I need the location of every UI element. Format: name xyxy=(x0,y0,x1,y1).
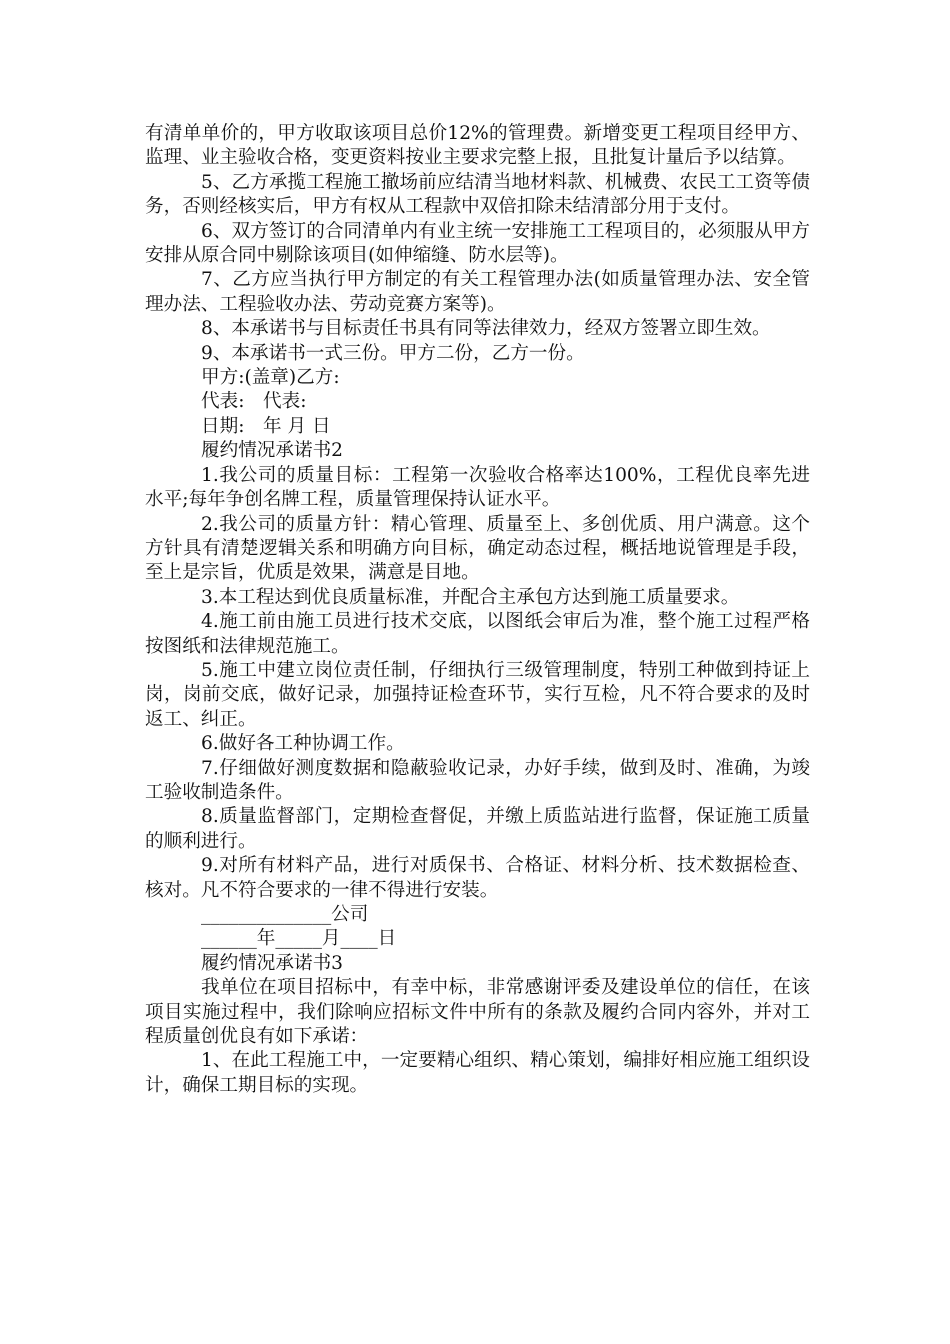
paragraph-quality-policy: 2.我公司的质量方针：精心管理、质量至上、多创优质、用户满意。这个方针具有清楚逻辑关系和明确方向目标，确定动态过程，概括地说管理是手段，至上是宗旨，优质是效果，满意是目地。 xyxy=(145,513,810,584)
paragraph-clause-7: 7、乙方应当执行甲方制定的有关工程管理办法(如质量管理办法、安全管理办法、工程验收办法、劳动竞赛方案等)。 xyxy=(145,269,810,315)
paragraph-measurement-records: 7.仔细做好测度数据和隐蔽验收记录，办好手续，做到及时、准确，为竣工验收制造条件。 xyxy=(145,757,810,803)
paragraph-clause-8: 8、本承诺书与目标责任书具有同等法律效力，经双方签署立即生效。 xyxy=(201,318,771,340)
section-heading-3: 履约情况承诺书3 xyxy=(201,952,343,974)
signature-party-line: 甲方:(盖章)乙方: xyxy=(201,367,340,389)
paragraph-coordination: 6.做好各工种协调工作。 xyxy=(201,733,405,755)
signature-date-line: 日期: 年 月 日 xyxy=(201,415,331,437)
paragraph-responsibility-system: 5.施工中建立岗位责任制，仔细执行三级管理制度，特别工种做到持证上岗，岗前交底，做好记录，加强持证检查环节，实行互检，凡不符合要求的及时返工、纠正。 xyxy=(145,659,810,730)
paragraph-clause-9: 9、本承诺书一式三份。甲方二份，乙方一份。 xyxy=(201,342,585,364)
paragraph-bid-thanks: 我单位在项目招标中，有幸中标，非常感谢评委及建设单位的信任，在该项目实施过程中，我们除响应招标文件中所有的条款及履约合同内容外，并对工程质量创优良有如下承诺： xyxy=(145,977,810,1048)
paragraph-material-inspection: 9.对所有材料产品，进行对质保书、合格证、材料分析、技术数据检查、核对。凡不符合要求的一律不得进行安装。 xyxy=(145,855,810,901)
paragraph-technical-briefing: 4.施工前由施工员进行技术交底，以图纸会审后为准，整个施工过程严格按图纸和法律规范施工。 xyxy=(145,611,810,657)
company-date-line: ______年_____月____日 xyxy=(201,928,397,950)
paragraph-clause-6: 6、双方签订的合同清单内有业主统一安排施工工程项目的，必须服从甲方安排从原合同中剔除该项目(如伸缩缝、防水层等)。 xyxy=(145,220,810,267)
section-heading-2: 履约情况承诺书2 xyxy=(201,440,343,462)
document-body xyxy=(145,122,810,1098)
paragraph-construction-commitment: 1、在此工程施工中，一定要精心组织、精心策划，编排好相应施工组织设计，确保工期目标的实现。 xyxy=(145,1050,810,1096)
signature-representative-line: 代表: 代表: xyxy=(201,391,307,413)
paragraph-clause-5: 5、乙方承揽工程施工撤场前应结清当地材料款、机械费、农民工工资等债务，否则经核实后，甲方有权从工程款中双倍扣除未结清部分用于支付。 xyxy=(145,171,810,218)
paragraph-management-fee: 有清单单价的，甲方收取该项目总价12%的管理费。新增变更工程项目经甲方、监理、业主验收合格，变更资料按业主要求完整上报，且批复计量后予以结算。 xyxy=(145,123,810,169)
paragraph-quality-target: 1.我公司的质量目标：工程第一次验收合格率达100%，工程优良率先进水平;每年争创名牌工程，质量管理保持认证水平。 xyxy=(145,464,810,511)
company-signature-line: ______________公司 xyxy=(201,904,369,925)
paragraph-quality-standard: 3.本工程达到优良质量标准，并配合主承包方达到施工质量要求。 xyxy=(201,586,740,608)
paragraph-quality-supervision: 8.质量监督部门，定期检查督促，并缴上质监站进行监督，保证施工质量的顺利进行。 xyxy=(145,806,810,852)
